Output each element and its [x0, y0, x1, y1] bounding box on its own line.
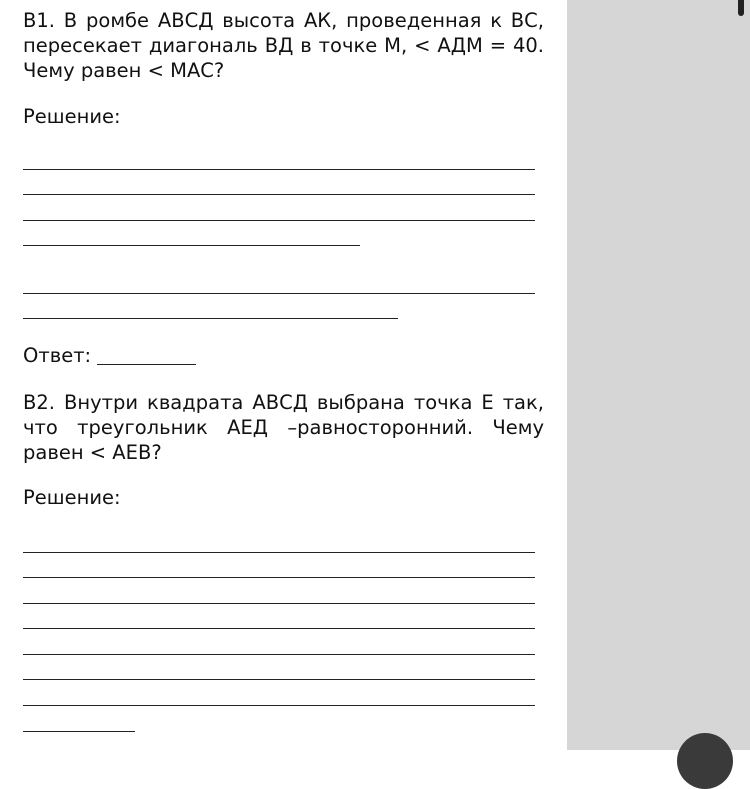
answer-line: [23, 654, 535, 655]
answer-line: [23, 293, 535, 294]
task-b2-line-1: В2. Внутри квадрата АВСД выбрана точка Е так,: [23, 391, 544, 414]
task-b1-answer-label: Ответ:: [23, 344, 92, 367]
answer-line: [23, 603, 535, 604]
task-b1-solution-label: Решение:: [23, 105, 121, 128]
task-b2-line-2: что треугольник АЕД –равносторонний. Чему: [23, 416, 544, 439]
answer-line: [23, 679, 535, 680]
side-panel: [567, 0, 750, 750]
answer-line: [23, 552, 535, 553]
answer-line: [23, 169, 535, 170]
answer-line: [23, 731, 135, 732]
task-b1-line-3: Чему равен < МАС?: [23, 59, 225, 82]
answer-line: [23, 705, 535, 706]
answer-line: [23, 245, 360, 246]
floating-action-button[interactable]: [677, 733, 733, 789]
answer-line: [23, 318, 398, 319]
task-b1-line-2: пересекает диагональ ВД в точке М, < АДМ = 40.: [23, 34, 544, 57]
answer-line: [23, 577, 535, 578]
answer-blank: [97, 364, 196, 365]
task-b2-solution-label: Решение:: [23, 486, 121, 509]
task-b2-line-3: равен < АЕВ?: [23, 441, 162, 464]
answer-line: [23, 194, 535, 195]
answer-line: [23, 220, 535, 221]
task-b1-line-1: В1. В ромбе АВСД высота АК, проведенная к ВС,: [23, 9, 544, 32]
scrollbar-thumb[interactable]: [738, 0, 744, 16]
answer-line: [23, 628, 535, 629]
